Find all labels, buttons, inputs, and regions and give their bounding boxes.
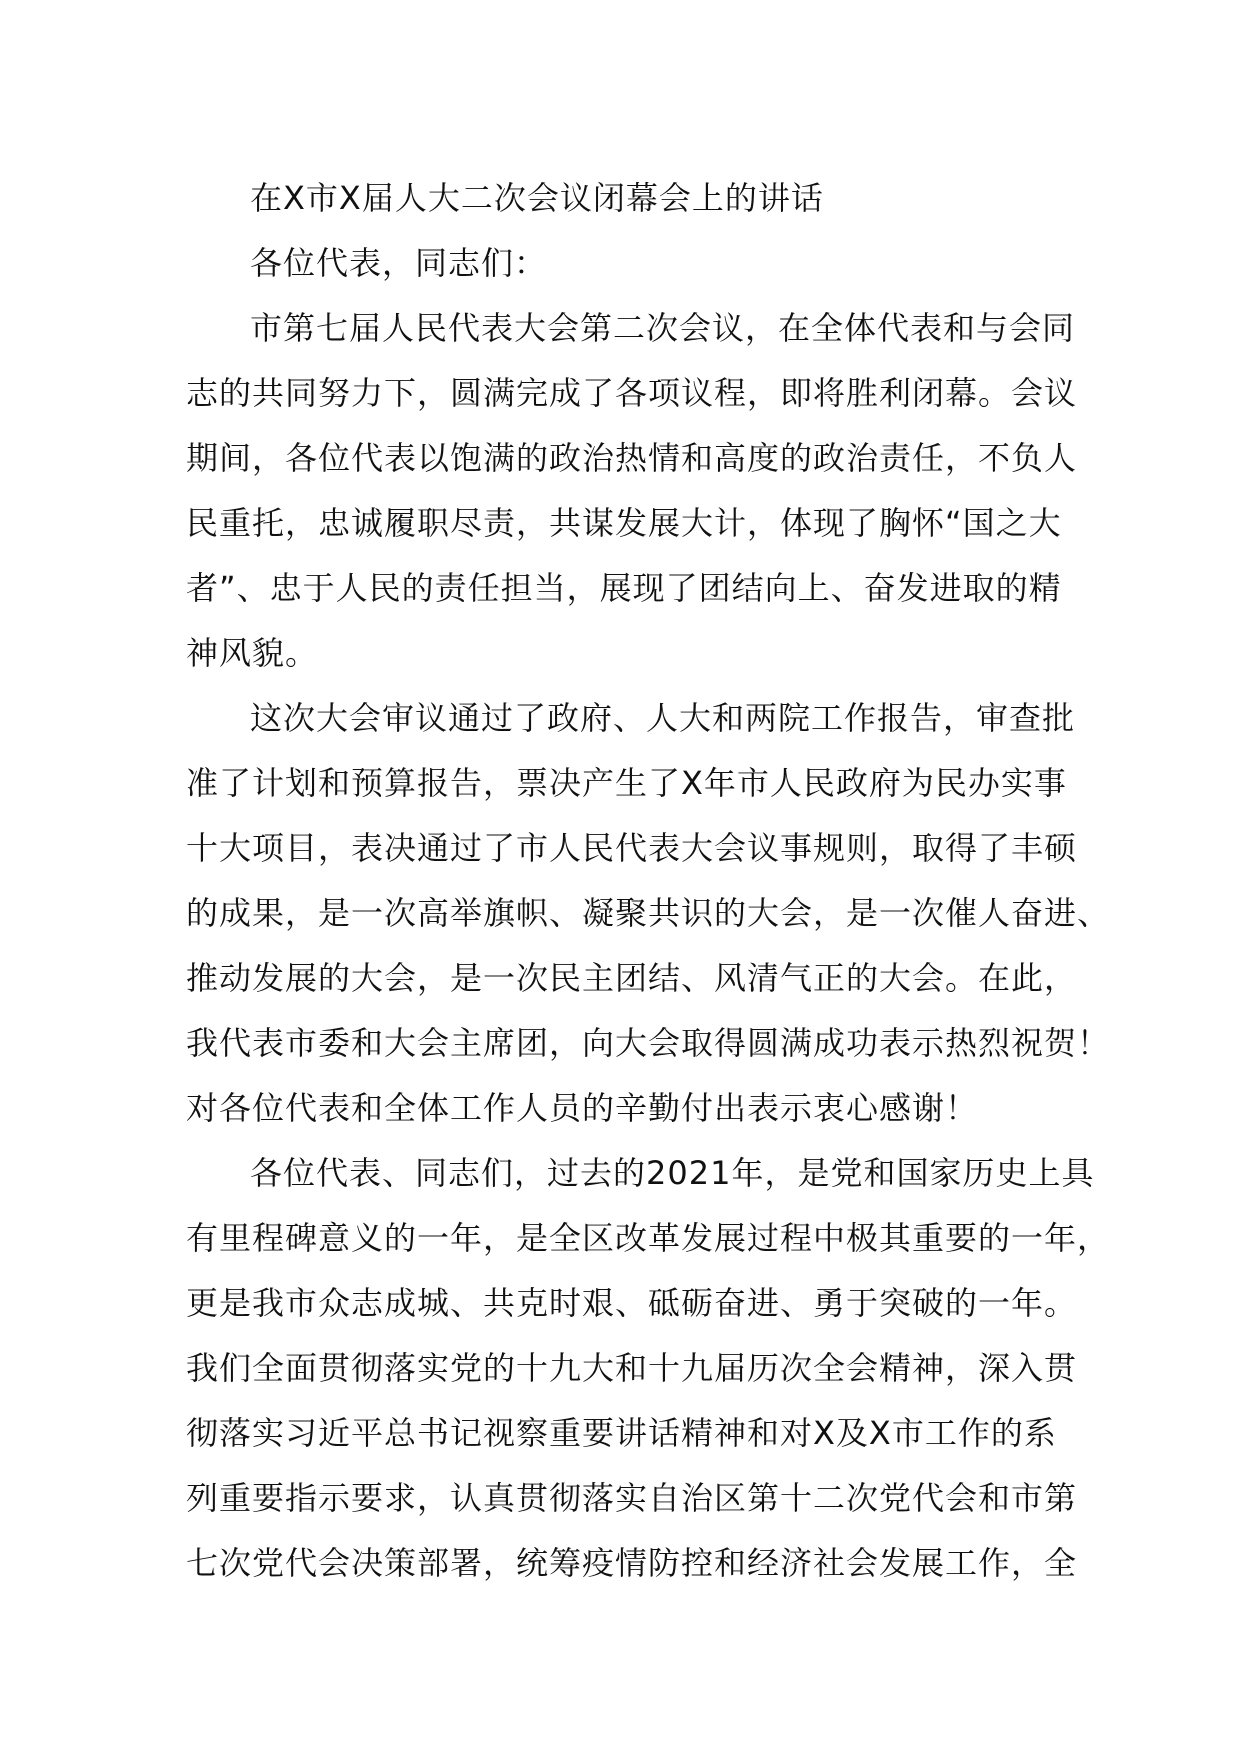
text-line: 有里程碑意义的一年，是全区改革发展过程中极其重要的一年， (186, 1219, 1111, 1257)
text-line: 期间，各位代表以饱满的政治热情和高度的政治责任，不负人 (186, 439, 1078, 477)
text-line: 我们全面贯彻落实党的十九大和十九届历次全会精神，深入贯 (186, 1349, 1078, 1387)
text-line: 十大项目，表决通过了市人民代表大会议事规则，取得了丰硕 (186, 829, 1078, 867)
text-line: 的成果，是一次高举旗帜、凝聚共识的大会，是一次催人奋进、 (186, 894, 1111, 932)
text-line: 民重托，忠诚履职尽责，共谋发展大计，体现了胸怀“国之大 (186, 504, 1062, 542)
document-body (186, 166, 1111, 1596)
document-title: 在X市X届人大二次会议闭幕会上的讲话 (250, 179, 824, 217)
text-line: 七次党代会决策部署，统筹疫情防控和经济社会发展工作，全 (186, 1544, 1078, 1582)
text-line: 各位代表、同志们，过去的2021年，是党和国家历史上具 (250, 1154, 1095, 1192)
text-line: 准了计划和预算报告，票决产生了X年市人民政府为民办实事 (186, 764, 1067, 802)
text-line: 这次大会审议通过了政府、人大和两院工作报告，审查批 (250, 699, 1076, 737)
text-line: 市第七届人民代表大会第二次会议，在全体代表和与会同 (250, 309, 1076, 347)
text-line: 对各位代表和全体工作人员的辛勤付出表示衷心感谢！ (186, 1089, 979, 1127)
text-line: 彻落实习近平总书记视察重要讲话精神和对X及X市工作的系 (186, 1414, 1057, 1452)
text-line: 神风貌。 (186, 634, 319, 672)
text-line: 列重要指示要求，认真贯彻落实自治区第十二次党代会和市第 (186, 1479, 1078, 1517)
text-line: 更是我市众志成城、共克时艰、砥砺奋进、勇于突破的一年。 (186, 1284, 1078, 1322)
paragraph-1 (186, 296, 1086, 686)
text-line: 志的共同努力下，圆满完成了各项议程，即将胜利闭幕。会议 (186, 374, 1078, 412)
paragraph-2 (186, 686, 1111, 1141)
greeting: 各位代表，同志们： (250, 244, 548, 282)
text-line: 推动发展的大会，是一次民主团结、风清气正的大会。在此， (186, 959, 1078, 997)
text-line: 者”、忠于人民的责任担当，展现了团结向上、奋发进取的精 (186, 569, 1062, 607)
paragraph-3 (186, 1141, 1111, 1596)
text-line: 我代表市委和大会主席团，向大会取得圆满成功表示热烈祝贺！ (186, 1024, 1111, 1062)
